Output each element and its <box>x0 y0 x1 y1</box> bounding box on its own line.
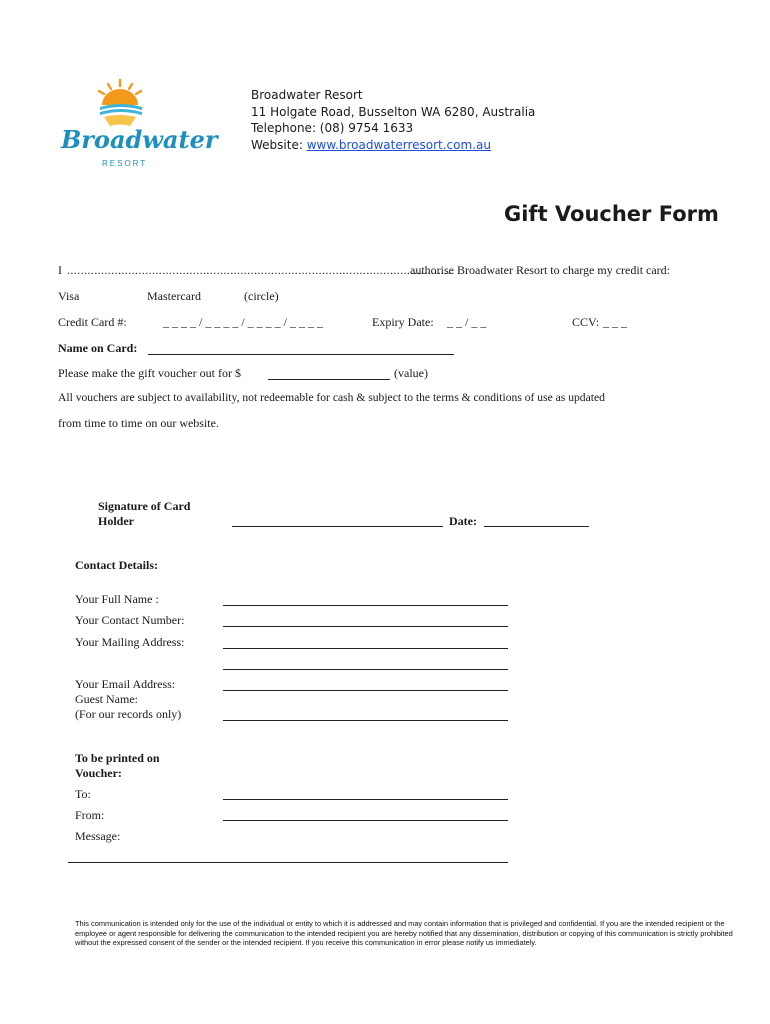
printed-heading-line-2: Voucher: <box>75 766 122 780</box>
mailing-address-field-2[interactable] <box>223 669 508 670</box>
logo-sub-text: RESORT <box>102 159 148 168</box>
sun-wave-icon <box>58 78 218 173</box>
guest-name-label: Guest Name: <box>75 692 138 706</box>
records-note-label: (For our records only) <box>75 707 182 721</box>
from-label: From: <box>75 808 105 822</box>
full-name-field[interactable] <box>223 605 508 606</box>
company-name: Broadwater Resort <box>251 88 363 102</box>
authorise-name-field[interactable]: .................................................................................................................. <box>67 263 455 277</box>
voucher-amount-field[interactable] <box>268 379 390 380</box>
contact-number-label: Your Contact Number: <box>75 613 185 627</box>
signature-label-line-2: Holder <box>98 514 134 528</box>
from-field[interactable] <box>223 820 508 821</box>
card-type-visa[interactable]: Visa <box>58 289 80 303</box>
voucher-amount-suffix: (value) <box>394 366 428 380</box>
authorise-text: authorise Broadwater Resort to charge my credit card: <box>410 263 671 277</box>
terms-line-1: All vouchers are subject to availability, not redeemable for cash & subject to the terms & conditions of use as updated <box>58 391 605 404</box>
email-label: Your Email Address: <box>75 677 176 691</box>
contact-number-field[interactable] <box>223 626 508 627</box>
ccv-label: CCV: <box>572 315 600 329</box>
logo-brand-text: Broadwater <box>61 125 218 154</box>
credit-card-label: Credit Card #: <box>58 315 127 329</box>
email-field[interactable] <box>223 690 508 691</box>
message-field[interactable] <box>68 862 508 863</box>
mailing-address-field-1[interactable] <box>223 648 508 649</box>
printed-heading-line-1: To be printed on <box>75 751 160 765</box>
disclaimer-text: This communication is intended only for the use of the individual or entity to which it is addressed and may contain information that is privileged and confidential. If you are the intended recipient or the employee or agent responsible for delivering the communication to the intended recipient you are hereby notified that any dissemination, distribution or copying of this communication is strictly prohibited without the expressed consent of the sender or the intended recipient. If you receive this communication in error please notify us immediately. <box>75 919 733 948</box>
contact-details-heading: Contact Details: <box>75 558 158 572</box>
to-label: To: <box>75 787 91 801</box>
form-title: Gift Voucher Form <box>504 202 719 226</box>
message-label: Message: <box>75 829 121 843</box>
company-address: 11 Holgate Road, Busselton WA 6280, Australia <box>251 104 536 119</box>
signature-field[interactable] <box>232 526 443 527</box>
expiry-date-field[interactable]: _ _ / _ _ <box>447 315 487 329</box>
mailing-address-label: Your Mailing Address: <box>75 635 185 649</box>
name-on-card-label: Name on Card: <box>58 341 138 355</box>
card-type-mastercard[interactable]: Mastercard <box>147 289 201 303</box>
credit-card-number-field[interactable]: _ _ _ _ / _ _ _ _ / _ _ _ _ / _ _ _ _ <box>163 315 324 329</box>
website-link[interactable]: www.broadwaterresort.com.au <box>306 137 491 152</box>
signature-date-label: Date: <box>449 514 477 528</box>
signature-label-line-1: Signature of Card <box>98 499 191 513</box>
to-field[interactable] <box>223 799 508 800</box>
expiry-date-label: Expiry Date: <box>372 315 434 329</box>
guest-name-field[interactable] <box>223 720 508 721</box>
company-telephone: Telephone: (08) 9754 1633 <box>251 121 414 135</box>
company-website <box>251 137 491 154</box>
terms-line-2: from time to time on our website. <box>58 416 219 430</box>
authorise-prefix: I <box>58 263 62 277</box>
ccv-field[interactable]: _ _ _ <box>603 315 627 329</box>
signature-date-field[interactable] <box>484 526 589 527</box>
name-on-card-field[interactable] <box>148 354 454 355</box>
broadwater-logo <box>58 78 218 173</box>
full-name-label: Your Full Name : <box>75 592 159 606</box>
website-label: Website: <box>251 137 307 152</box>
card-type-circle-note: (circle) <box>244 289 279 303</box>
voucher-amount-prefix: Please make the gift voucher out for $ <box>58 366 241 380</box>
